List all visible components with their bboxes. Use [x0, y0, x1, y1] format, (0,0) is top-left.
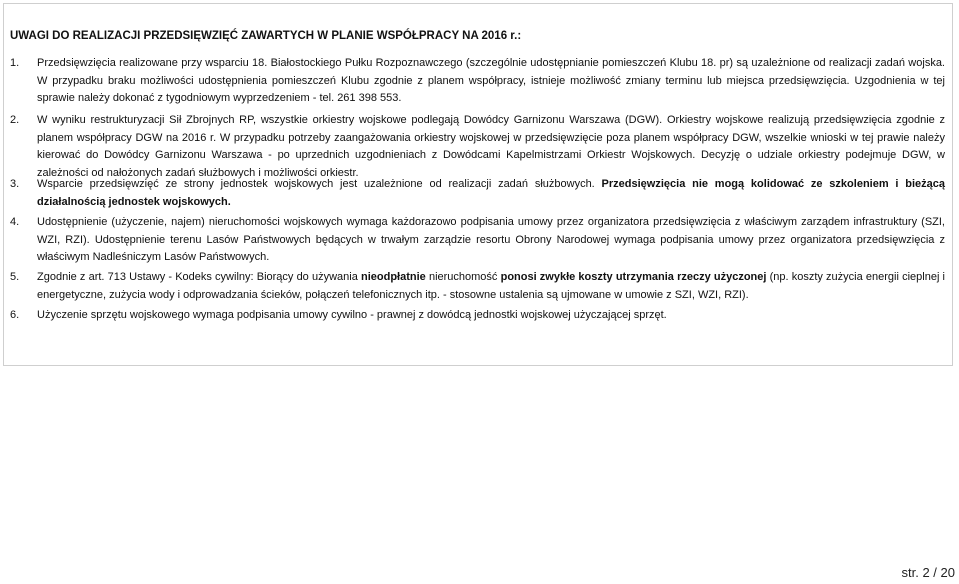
note-text-segment: Zgodnie z art. 713 Ustawy - Kodeks cywilny: Biorący do używania [37, 271, 361, 283]
note-text-bold: Przedsięwzięcia nie mogą kolidować ze szkoleniem i bieżącą działalnością jednostek wojskowych. [37, 178, 946, 208]
note-number: 2. [10, 114, 20, 126]
note-text-segment: Udostępnienie (użyczenie, najem) nieruchomości wojskowych wymaga każdorazowo podpisania umowy przez organizatora przedsięwzięcia z właściwym zarządem infrastruktury (SZI, WZI, RZI). Udostępnienie terenu Lasów Państwowych będących w trwałym zarządzie resortu Obrony Narodowej wymaga podpisania umowy przez organizatora przedsięwzięcia z właściwym Nadleśniczym Lasów Państwowych. [37, 216, 945, 263]
note-text [37, 269, 945, 304]
note-text-bold: ponosi zwykłe koszty utrzymania rzeczy użyczonej [500, 271, 767, 283]
note-item [10, 55, 945, 108]
note-number: 3. [10, 178, 20, 190]
note-text-segment: Użyczenie sprzętu wojskowego wymaga podpisania umowy cywilno - prawnej z dowódcą jednostki wojskowej użyczającej sprzęt. [37, 309, 667, 321]
note-number: 4. [10, 216, 20, 228]
note-item [10, 176, 945, 211]
note-text [37, 214, 945, 267]
note-text-bold: nieodpłatnie [361, 271, 426, 283]
note-text-segment: Wsparcie przedsięwzięć ze strony jednostek wojskowych jest uzależnione od realizacji zadań służbowych. [37, 178, 602, 190]
note-text-segment: nieruchomość [425, 271, 501, 283]
note-text [37, 112, 945, 182]
note-item [10, 112, 945, 182]
note-item [10, 214, 945, 267]
note-item [10, 307, 945, 325]
note-text-segment: Przedsięwzięcia realizowane przy wsparciu 18. Białostockiego Pułku Rozpoznawczego (szczególnie udostępnianie pomieszczeń Klubu 18. pr) są uzależnione od realizacji zadań wojska. W przypadku braku możliwości udostępnienia pomieszczeń Klubu zgodnie z planem współpracy, istnieje możliwość zmiany terminu lub miejsca przedsięwzięcia. Uzgodnienia w tej sprawie należy dokonać z tygodniowym wyprzedzeniem - tel. 261 398 553. [37, 57, 945, 104]
note-text [37, 176, 945, 211]
section-title: UWAGI DO REALIZACJI PRZEDSIĘWZIĘĆ ZAWARTYCH W PLANIE WSPÓŁPRACY NA 2016 r.: [10, 30, 522, 42]
note-number: 6. [10, 309, 20, 321]
page-number: str. 2 / 20 [901, 565, 955, 580]
note-number: 5. [10, 271, 20, 283]
note-number: 1. [10, 57, 20, 69]
note-text-segment: (np. koszty zużycia energii cieplnej i energetyczne, zużycia wody i odprowadzania ścieków, połączeń telefonicznych itp. - stosowne ustalenia są ujmowane w umowie z SZI, WZI, RZI). [37, 271, 945, 301]
note-text [37, 307, 945, 325]
note-item [10, 269, 945, 304]
note-text [37, 55, 945, 108]
note-text-segment: W wyniku restrukturyzacji Sił Zbrojnych RP, wszystkie orkiestry wojskowe podlegają Dowódcy Garnizonu Warszawa (DGW). Orkiestry wojskowe realizują przedsięwzięcia zgodnie z planem współpracy DGW na 2016 r. W przypadku potrzeby zaangażowania orkiestry wojskowej w przedsięwzięcie poza planem współpracy DGW, wszelkie wnioski w tej prawie należy kierować do Dowódcy Garnizonu Warszawa - po uprzednich uzgodnieniach z Dowódcami Kapelmistrzami Orkiestr Wojskowych. Decyzję o udziale orkiestry podejmuje DGW, w zależności od nałożonych zadań służbowych i możliwości orkiestr. [37, 114, 945, 179]
